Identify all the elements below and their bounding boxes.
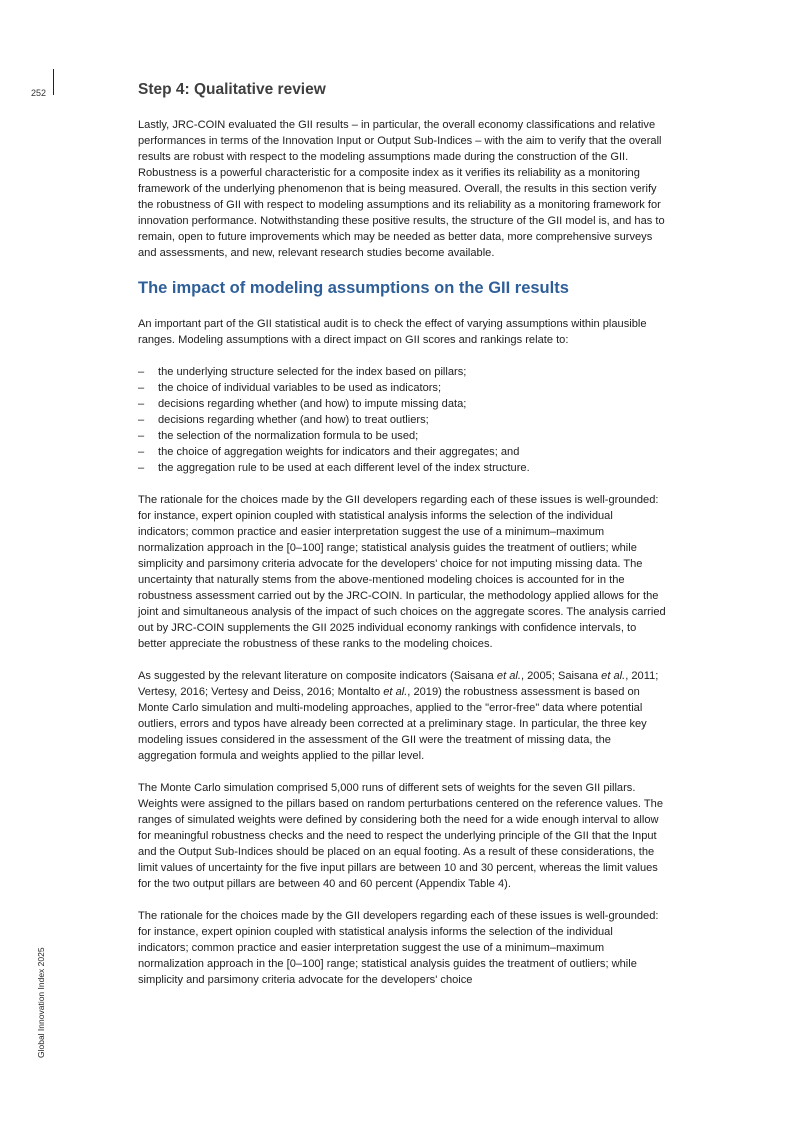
rationale-paragraph: The rationale for the choices made by the GII developers regarding each of these issues is well-grounded: for instance, expert opinion coupled with statistical analysis informs the selection of the individual indicators; common practice and easier interpretation suggest the use of a minimum–maximum normalization approach in the [0–100] range; statistical analysis guides the treatment of outliers; while simplicity and parsimony criteria advocate for the developers' choice for not imputing missing data. The uncertainty that naturally stems from the above-mentioned modeling choices is accounted for in the robustness assessment carried out by the JRC-COIN. In particular, the methodology applied allows for the joint and simultaneous analysis of the impact of such choices on the aggregate scores. The analysis carried out by JRC-COIN supplements the GII 2025 individual economy rankings with confidence intervals, to better appreciate the robustness of these ranks to the modeling choices. bbox=[138, 494, 666, 650]
rationale-paragraph-repeat: The rationale for the choices made by the GII developers regarding each of these issues is well-grounded: for instance, expert opinion coupled with statistical analysis informs the selection of the individual indicators; common practice and easier interpretation suggest the use of a minimum–maximum normalization approach in the [0–100] range; statistical analysis guides the treatment of outliers; while simplicity and parsimony criteria advocate for the developers' choice bbox=[138, 910, 659, 986]
section-heading: The impact of modeling assumptions on the GII results bbox=[138, 279, 569, 297]
list-item: – decisions regarding whether (and how) to treat outliers; bbox=[138, 414, 429, 426]
monte-carlo-paragraph: The Monte Carlo simulation comprised 5,000 runs of different sets of weights for the seven GII pillars. Weights were assigned to the pillars based on random perturbations centered on the reference values. The ranges of simulated weights were defined by considering both the need for a wide enough interval to allow for meaningful robustness checks and the need to respect the underlying principle of the GII that the Input and the Output Sub-Indices should be placed on an equal footing. As a result of these considerations, the limit values of uncertainty for the five input pillars are between 10 and 30 percent, whereas the limit values for the two output pillars are between 40 and 60 percent (Appendix Table 4). bbox=[138, 782, 664, 890]
dash-bullet: – bbox=[138, 462, 145, 474]
literature-paragraph: As suggested by the relevant literature on composite indicators (Saisana et al., 2005; Saisana et al., 2011; Vertesy, 2016; Vertesy and Deiss, 2016; Montalto et al., 2019) the robustness assessment is based on Monte Carlo simulation and multi-modeling approaches, applied to the "error-free" data where potential outliers, errors and typos have already been corrected at a preliminary stage. In particular, the three key modeling issues considered in the assessment of the GII were the treatment of missing data, the aggregation formula and weights applied to the pillar level. bbox=[138, 670, 659, 762]
impact-intro: An important part of the GII statistical audit is to check the effect of varying assumptions within plausible ranges. Modeling assumptions with a direct impact on GII scores and rankings relate to: bbox=[138, 318, 647, 346]
list-item: – decisions regarding whether (and how) to impute missing data; bbox=[138, 398, 467, 410]
main-content bbox=[138, 80, 666, 1004]
dash-bullet: – bbox=[138, 382, 145, 394]
assumptions-list bbox=[138, 364, 666, 476]
dash-bullet: – bbox=[138, 398, 145, 410]
list-item: – the selection of the normalization formula to be used; bbox=[138, 430, 419, 442]
list-item: – the aggregation rule to be used at each different level of the index structure. bbox=[138, 462, 530, 474]
page-number: 252 bbox=[31, 88, 47, 98]
step4-heading: Step 4: Qualitative review bbox=[138, 81, 326, 98]
margin-rule bbox=[53, 69, 54, 95]
list-item: – the choice of individual variables to be used as indicators; bbox=[138, 382, 442, 394]
dash-bullet: – bbox=[138, 366, 145, 378]
step4-paragraph: Lastly, JRC-COIN evaluated the GII results – in particular, the overall economy classifications and relative performances in terms of the Innovation Input or Output Sub-Indices – with the aim to verify that the overall results are robust with respect to the modeling assumptions made during the construction of the GII. Robustness is a powerful characteristic for a composite index as it verifies its reliability as a monitoring framework of the underlying phenomenon that is being measured. Overall, the results in this section verify the robustness of GII with respect to modeling assumptions and its reliability as a monitoring framework for innovation performance. Notwithstanding these positive results, the structure of the GII model is, and has to remain, open to future improvements which may be needed as better data, more comprehensive surveys and assessments, and new, relevant research studies become available. bbox=[138, 119, 665, 259]
dash-bullet: – bbox=[138, 430, 145, 442]
dash-bullet: – bbox=[138, 446, 145, 458]
running-title: Global Innovation Index 2025 bbox=[36, 947, 46, 1058]
list-item: – the choice of aggregation weights for indicators and their aggregates; and bbox=[138, 446, 520, 458]
list-item: – the underlying structure selected for the index based on pillars; bbox=[138, 366, 467, 378]
dash-bullet: – bbox=[138, 414, 145, 426]
